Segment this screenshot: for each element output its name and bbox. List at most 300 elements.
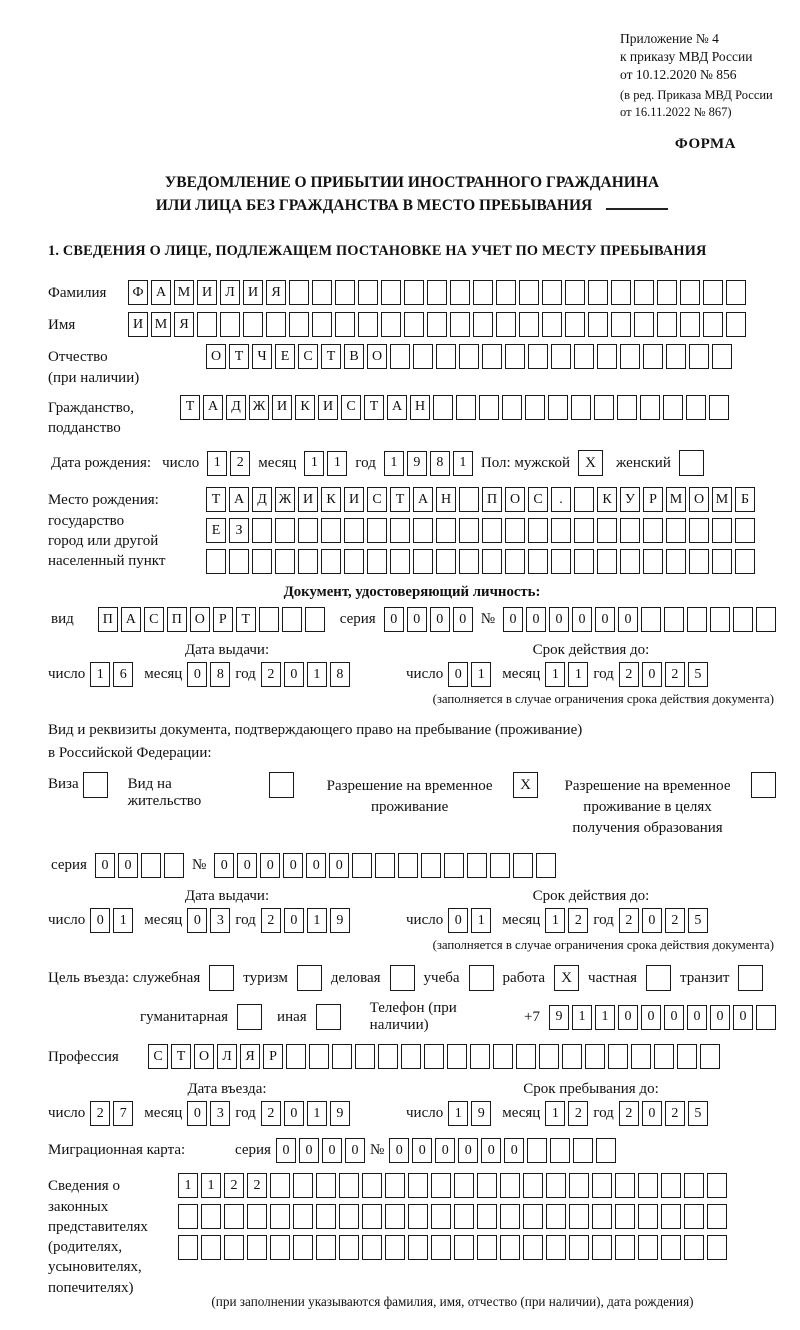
char-cell: Т: [390, 487, 410, 512]
char-cell: 0: [595, 607, 615, 632]
char-cell: Т: [206, 487, 226, 512]
char-cell: [436, 549, 456, 574]
char-cell: [574, 549, 594, 574]
char-cell: В: [344, 344, 364, 369]
char-cell: 1: [448, 1101, 468, 1126]
valid-day-cells: [448, 662, 491, 687]
month-label: месяц: [144, 1105, 183, 1122]
char-cell: [270, 1204, 290, 1229]
char-cell: Н: [436, 487, 456, 512]
residence-doc-intro: Вид и реквизиты документа, подтверждающего право на пребывание (проживание) в Российской Федерации:: [48, 722, 583, 761]
char-cell: [569, 1235, 589, 1260]
char-cell: [362, 1173, 382, 1198]
char-cell: [482, 344, 502, 369]
char-cell: 1: [545, 908, 565, 933]
char-cell: С: [528, 487, 548, 512]
char-cell: Я: [240, 1044, 260, 1069]
char-cell: [375, 853, 395, 878]
char-cell: 0: [329, 853, 349, 878]
char-cell: [620, 344, 640, 369]
char-cell: Ф: [128, 280, 148, 305]
char-cell: [482, 549, 502, 574]
char-cell: К: [321, 487, 341, 512]
legal-reps-row2: [178, 1204, 727, 1229]
char-cell: [385, 1204, 405, 1229]
char-cell: [477, 1173, 497, 1198]
char-cell: И: [318, 395, 338, 420]
char-cell: [473, 280, 493, 305]
char-cell: [620, 518, 640, 543]
char-cell: [381, 312, 401, 337]
char-cell: [686, 395, 706, 420]
day-label: число: [406, 912, 444, 929]
month-label: месяц: [144, 912, 183, 929]
section1-heading: 1. СВЕДЕНИЯ О ЛИЦЕ, ПОДЛЕЖАЩЕМ ПОСТАНОВКЕ НА УЧЕТ ПО МЕСТУ ПРЕБЫВАНИЯ: [48, 243, 707, 260]
char-cell: [712, 549, 732, 574]
char-cell: 0: [618, 607, 638, 632]
char-cell: [201, 1204, 221, 1229]
char-cell: 1: [453, 451, 473, 476]
char-cell: 0: [733, 1005, 753, 1030]
char-cell: Т: [180, 395, 200, 420]
char-cell: 2: [261, 1101, 281, 1126]
rvp-label: Разрешение на временное проживание: [326, 778, 493, 816]
char-cell: М: [666, 487, 686, 512]
char-cell: Е: [206, 518, 226, 543]
char-cell: [726, 280, 746, 305]
char-cell: О: [194, 1044, 214, 1069]
number-cells: [503, 607, 776, 632]
char-cell: 2: [261, 662, 281, 687]
char-cell: [220, 312, 240, 337]
char-cell: Ж: [275, 487, 295, 512]
char-cell: [456, 395, 476, 420]
month-label: месяц: [144, 666, 183, 683]
birth-place-row1: [206, 487, 755, 512]
char-cell: [542, 312, 562, 337]
char-cell: М: [712, 487, 732, 512]
purpose-gumanitarnaya-label: гуманитарная: [140, 1008, 229, 1025]
char-cell: 0: [504, 1138, 524, 1163]
char-cell: А: [151, 280, 171, 305]
seriya-label: серия: [339, 611, 376, 628]
rvp-valid-day-cells: [448, 908, 491, 933]
form-title: [48, 171, 776, 218]
char-cell: [592, 1204, 612, 1229]
month-label: месяц: [258, 454, 297, 471]
char-cell: [700, 1044, 720, 1069]
char-cell: О: [190, 607, 210, 632]
char-cell: [298, 518, 318, 543]
char-cell: [680, 312, 700, 337]
char-cell: [421, 853, 441, 878]
rvp-checkbox: X: [513, 772, 538, 798]
char-cell: [293, 1204, 313, 1229]
char-cell: [477, 1235, 497, 1260]
char-cell: 0: [384, 607, 404, 632]
char-cell: [408, 1235, 428, 1260]
char-cell: [321, 518, 341, 543]
purpose-inaya-label: иная: [277, 1008, 307, 1025]
char-cell: [344, 518, 364, 543]
char-cell: О: [206, 344, 226, 369]
char-cell: С: [367, 487, 387, 512]
char-cell: 0: [237, 853, 257, 878]
purpose-inaya-checkbox: [316, 1004, 341, 1030]
profession-label: Профессия: [48, 1049, 119, 1066]
char-cell: [404, 280, 424, 305]
char-cell: С: [341, 395, 361, 420]
char-cell: 0: [389, 1138, 409, 1163]
patronymic-cells: [206, 344, 732, 369]
char-cell: [707, 1173, 727, 1198]
char-cell: 2: [261, 908, 281, 933]
char-cell: 2: [619, 1101, 639, 1126]
char-cell: У: [620, 487, 640, 512]
char-cell: 8: [210, 662, 230, 687]
char-cell: Д: [226, 395, 246, 420]
char-cell: Ж: [249, 395, 269, 420]
char-cell: [275, 549, 295, 574]
char-cell: [528, 518, 548, 543]
char-cell: [339, 1235, 359, 1260]
char-cell: Т: [364, 395, 384, 420]
char-cell: [431, 1173, 451, 1198]
char-cell: [654, 1044, 674, 1069]
char-cell: [316, 1173, 336, 1198]
char-cell: [597, 518, 617, 543]
purpose-ucheba-checkbox: [469, 965, 494, 991]
issue-date-heading: Дата выдачи:: [184, 888, 270, 905]
forma-label: ФОРМА: [674, 135, 736, 152]
char-cell: [666, 344, 686, 369]
char-cell: [756, 1005, 776, 1030]
char-cell: [490, 853, 510, 878]
valid-month-cells: [545, 662, 588, 687]
purpose-ucheba-label: учеба: [423, 969, 460, 986]
char-cell: 5: [688, 908, 708, 933]
char-cell: [344, 549, 364, 574]
char-cell: [454, 1235, 474, 1260]
char-cell: [427, 312, 447, 337]
char-cell: [335, 280, 355, 305]
char-cell: [332, 1044, 352, 1069]
char-cell: 7: [113, 1101, 133, 1126]
char-cell: 3: [210, 1101, 230, 1126]
char-cell: 6: [113, 662, 133, 687]
title-underline: [606, 196, 668, 210]
form-title-line2: ИЛИ ЛИЦА БЕЗ ГРАЖДАНСТВА В МЕСТО ПРЕБЫВАНИЯ: [48, 194, 776, 217]
char-cell: [493, 1044, 513, 1069]
header-line: от 10.12.2020 № 856: [620, 66, 737, 82]
char-cell: [335, 312, 355, 337]
char-cell: [467, 853, 487, 878]
char-cell: 0: [664, 1005, 684, 1030]
char-cell: [459, 487, 479, 512]
char-cell: [689, 549, 709, 574]
issue-month-cells: [187, 662, 230, 687]
char-cell: 0: [345, 1138, 365, 1163]
char-cell: [569, 1173, 589, 1198]
char-cell: [565, 280, 585, 305]
visa-label: Виза: [48, 776, 79, 793]
char-cell: 5: [688, 662, 708, 687]
char-cell: 0: [284, 908, 304, 933]
char-cell: [571, 395, 591, 420]
day-label: число: [48, 1105, 86, 1122]
char-cell: [684, 1235, 704, 1260]
char-cell: 0: [187, 1101, 207, 1126]
char-cell: 8: [430, 451, 450, 476]
char-cell: 2: [568, 1101, 588, 1126]
char-cell: К: [295, 395, 315, 420]
char-cell: [611, 280, 631, 305]
char-cell: 0: [412, 1138, 432, 1163]
char-cell: А: [121, 607, 141, 632]
purpose-delovaya-checkbox: [390, 965, 415, 991]
char-cell: [390, 549, 410, 574]
number-label: №: [369, 1142, 385, 1159]
char-cell: [550, 1138, 570, 1163]
char-cell: [431, 1235, 451, 1260]
char-cell: 2: [247, 1173, 267, 1198]
char-cell: М: [174, 280, 194, 305]
year-label: год: [235, 666, 256, 683]
char-cell: [574, 518, 594, 543]
rvp-edu-label: Разрешение на временное проживание в целях получения образования: [564, 778, 731, 837]
char-cell: [408, 1204, 428, 1229]
char-cell: 0: [642, 1101, 662, 1126]
char-cell: [444, 853, 464, 878]
char-cell: [733, 607, 753, 632]
char-cell: [546, 1235, 566, 1260]
citizenship-cells: [180, 395, 729, 420]
char-cell: Е: [275, 344, 295, 369]
char-cell: [197, 312, 217, 337]
char-cell: [615, 1204, 635, 1229]
rvp-valid-year-cells: [619, 908, 708, 933]
entry-date-heading: Дата въезда:: [187, 1081, 267, 1098]
purpose-chastnaya-label: частная: [588, 969, 638, 986]
char-cell: [358, 280, 378, 305]
char-cell: [638, 1235, 658, 1260]
char-cell: Я: [266, 280, 286, 305]
vnzh-label: Вид на жительство: [127, 776, 202, 810]
char-cell: [643, 344, 663, 369]
char-cell: 0: [214, 853, 234, 878]
stay-until-heading: Срок пребывания до:: [523, 1081, 659, 1098]
char-cell: [500, 1173, 520, 1198]
day-label: число: [406, 1105, 444, 1122]
char-cell: 2: [568, 908, 588, 933]
char-cell: И: [344, 487, 364, 512]
char-cell: 1: [307, 908, 327, 933]
char-cell: [617, 395, 637, 420]
char-cell: [569, 1204, 589, 1229]
char-cell: [663, 395, 683, 420]
phone-prefix: +7: [524, 1008, 540, 1025]
gender-male-label: Пол: мужской: [480, 454, 571, 471]
char-cell: [756, 607, 776, 632]
char-cell: 0: [407, 607, 427, 632]
char-cell: [643, 518, 663, 543]
char-cell: [712, 518, 732, 543]
char-cell: А: [229, 487, 249, 512]
validity-note: (заполняется в случае ограничения срока действия документа): [432, 692, 774, 707]
char-cell: [413, 344, 433, 369]
char-cell: [620, 549, 640, 574]
char-cell: С: [144, 607, 164, 632]
visa-checkbox: [83, 772, 108, 798]
char-cell: [450, 280, 470, 305]
rvp-issue-day-cells: [90, 908, 133, 933]
char-cell: [454, 1173, 474, 1198]
char-cell: [523, 1204, 543, 1229]
char-cell: 9: [549, 1005, 569, 1030]
migration-card-label: Миграционная карта:: [48, 1142, 186, 1159]
char-cell: [362, 1235, 382, 1260]
char-cell: [548, 395, 568, 420]
char-cell: [500, 1235, 520, 1260]
entry-day-cells: [90, 1101, 133, 1126]
purpose-turizm-label: туризм: [243, 969, 288, 986]
char-cell: [546, 1204, 566, 1229]
char-cell: [390, 518, 410, 543]
char-cell: Т: [236, 607, 256, 632]
char-cell: [664, 607, 684, 632]
name-cells: [128, 312, 746, 337]
char-cell: [505, 518, 525, 543]
birth-year-cells: [384, 451, 473, 476]
char-cell: [588, 312, 608, 337]
identity-doc-heading: Документ, удостоверяющий личность:: [283, 584, 541, 601]
char-cell: [643, 549, 663, 574]
char-cell: [293, 1235, 313, 1260]
char-cell: 0: [458, 1138, 478, 1163]
char-cell: [289, 280, 309, 305]
legal-reps-note: (при заполнении указываются фамилия, имя, отчество (при наличии), дата рождения): [211, 1294, 694, 1310]
char-cell: 0: [276, 1138, 296, 1163]
char-cell: 1: [207, 451, 227, 476]
char-cell: [666, 549, 686, 574]
year-label: год: [355, 454, 376, 471]
char-cell: [597, 549, 617, 574]
char-cell: [505, 549, 525, 574]
migration-seriya-cells: [276, 1138, 365, 1163]
char-cell: 2: [230, 451, 250, 476]
number-label: №: [191, 857, 207, 874]
validity-note: (заполняется в случае ограничения срока действия документа): [432, 938, 774, 953]
char-cell: 1: [568, 662, 588, 687]
char-cell: 1: [545, 662, 565, 687]
char-cell: [726, 312, 746, 337]
char-cell: [289, 312, 309, 337]
char-cell: [709, 395, 729, 420]
char-cell: 0: [284, 1101, 304, 1126]
char-cell: [592, 1235, 612, 1260]
char-cell: Т: [229, 344, 249, 369]
purpose-tranzit-label: транзит: [680, 969, 730, 986]
char-cell: О: [689, 487, 709, 512]
char-cell: 0: [187, 662, 207, 687]
legal-reps-row1: [178, 1173, 727, 1198]
char-cell: [355, 1044, 375, 1069]
rvp-seriya-cells: [95, 853, 184, 878]
valid-until-heading: Срок действия до:: [532, 642, 650, 659]
entry-month-cells: [187, 1101, 230, 1126]
char-cell: 0: [572, 607, 592, 632]
char-cell: Л: [220, 280, 240, 305]
char-cell: [689, 518, 709, 543]
char-cell: [293, 1173, 313, 1198]
char-cell: [735, 549, 755, 574]
char-cell: [247, 1235, 267, 1260]
char-cell: [362, 1204, 382, 1229]
char-cell: Н: [410, 395, 430, 420]
year-label: год: [593, 666, 614, 683]
char-cell: 2: [224, 1173, 244, 1198]
char-cell: Р: [643, 487, 663, 512]
valid-year-cells: [619, 662, 708, 687]
phone-label: Телефон (при наличии): [369, 1000, 457, 1034]
char-cell: [413, 518, 433, 543]
char-cell: А: [387, 395, 407, 420]
char-cell: 0: [284, 662, 304, 687]
gender-male-checkbox: X: [578, 450, 603, 476]
char-cell: [585, 1044, 605, 1069]
header-edit-line: от 16.11.2022 № 867): [620, 104, 732, 119]
char-cell: [611, 312, 631, 337]
char-cell: [661, 1235, 681, 1260]
char-cell: [312, 312, 332, 337]
char-cell: [519, 280, 539, 305]
seriya-label: серия: [51, 857, 87, 874]
char-cell: [528, 549, 548, 574]
char-cell: 0: [260, 853, 280, 878]
char-cell: [546, 1173, 566, 1198]
char-cell: [385, 1173, 405, 1198]
char-cell: [523, 1173, 543, 1198]
char-cell: [305, 607, 325, 632]
char-cell: [339, 1173, 359, 1198]
char-cell: [459, 344, 479, 369]
vnzh-checkbox: [269, 772, 294, 798]
char-cell: [539, 1044, 559, 1069]
char-cell: [286, 1044, 306, 1069]
char-cell: 0: [481, 1138, 501, 1163]
char-cell: [615, 1235, 635, 1260]
char-cell: И: [128, 312, 148, 337]
char-cell: 1: [201, 1173, 221, 1198]
char-cell: 1: [545, 1101, 565, 1126]
char-cell: [588, 280, 608, 305]
char-cell: 0: [118, 853, 138, 878]
char-cell: Т: [171, 1044, 191, 1069]
gender-female-label: женский: [616, 454, 671, 471]
char-cell: [666, 518, 686, 543]
issue-year-cells: [261, 662, 350, 687]
char-cell: [436, 344, 456, 369]
char-cell: 1: [307, 1101, 327, 1126]
char-cell: 1: [471, 908, 491, 933]
surname-cells: [128, 280, 746, 305]
char-cell: [528, 344, 548, 369]
char-cell: Л: [217, 1044, 237, 1069]
char-cell: [270, 1235, 290, 1260]
rvp-edu-checkbox: [751, 772, 776, 798]
char-cell: 2: [619, 662, 639, 687]
legal-reps-row3: [178, 1235, 727, 1260]
